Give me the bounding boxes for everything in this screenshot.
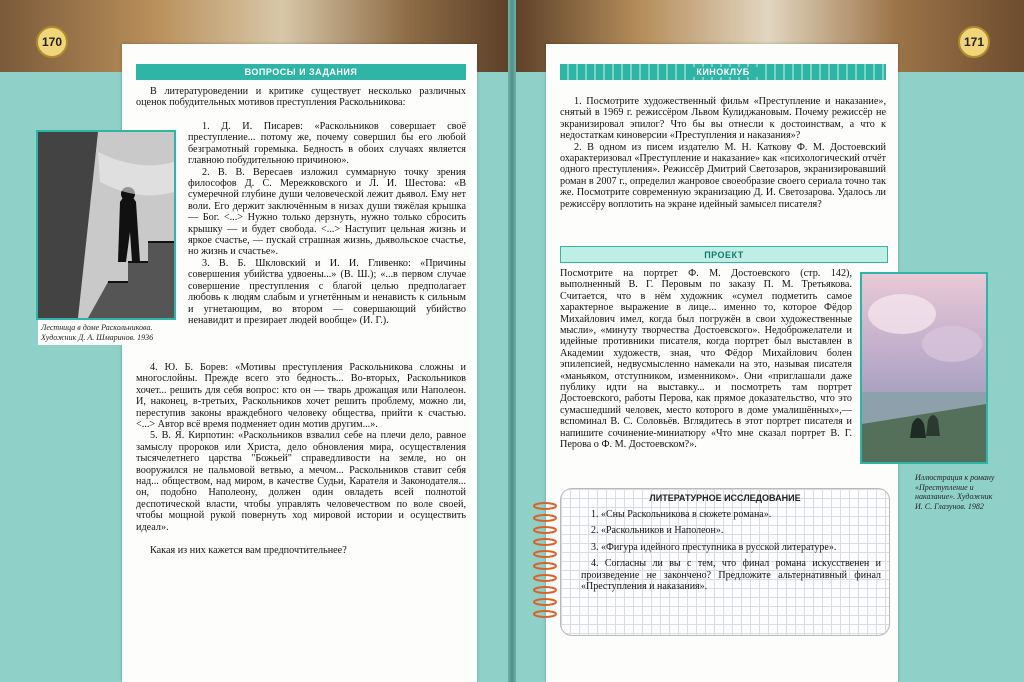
questions-items-upper — [188, 121, 466, 326]
question-item-5: 5. В. Я. Кирпотин: «Раскольников взвалил себе на плечи дело, равное замыслу пророков или Христа, дело обновления мира, осуществления тысячелетнего царства "Божьей" справедливости на земле, но он вооружился не пальмовой ветвью, а мечом... Раскольников ставит себя над... обществом, над миром, в качестве Судьи, Карателя и Законодателя... он, подобно Наполеону, должен один овладеть всей полнотой деспотической власти, чтобы управлять человечеством по воле своей, чтобы мощной рукой повернуть ход мировой истории и осуществить идеал». — [136, 430, 466, 533]
questions-heading: ВОПРОСЫ И ЗАДАНИЯ — [136, 64, 466, 80]
glazunov-caption: Иллюстрация к роману «Преступление и наказание». Художник И. С. Глазунов. 1982 — [915, 473, 995, 511]
kinoclub-item-2: 2. В одном из писем издателю М. Н. Каткову Ф. М. Достоевский охарактеризовал «Преступление и наказание» как «психологический отчёт одного преступления». Режиссёр Дмитрий Светозаров, экранизировавший роман в 2007 г., определил жанровое своеобразие своего сериала точно так же. Посмотрите современную экранизацию Д. И. Светозарова. Удалось ли режиссёру воплотить на экране идейный замысел писателя? — [560, 141, 886, 210]
research-item-3: 3. «Фигура идейного преступника в русской литературе». — [591, 541, 837, 553]
glazunov-illustration — [860, 272, 988, 464]
project-heading: ПРОЕКТ — [560, 246, 888, 263]
glazunov-painting — [862, 274, 986, 462]
questions-intro: В литературоведении и критике существует несколько различных оценок побудительных мотивов преступления Раскольникова: — [136, 86, 466, 109]
question-item-2: 2. В. В. Вересаев изложил суммарную точку зрения философов Д. С. Мережковского и Л. И. Шестова: «В сумеречной глубине души человеческой лежит дьявол. Ему нет воли. Его держит заключённым в низах души тяжёлая крышка — Бог. <...> Нужно только дерзнуть, нужно только сбросить крышку — и будет свобода. <...> Наступит цельная жизнь и яркое счастье, — пускай страшная жизнь, дьявольское счастье, но жизнь и счастье». — [188, 166, 466, 258]
book-gutter — [508, 0, 516, 682]
research-item-2: 2. «Раскольников и Наполеон». — [591, 525, 724, 537]
research-list — [581, 509, 881, 597]
staircase-illustration — [36, 130, 176, 320]
staircase-caption: Лестница в доме Раскольникова. Художник Д. А. Шмаринов. 1936 — [38, 320, 172, 345]
left-page-number: 170 — [36, 26, 68, 58]
research-item-1: 1. «Сны Раскольникова в сюжете романа». — [591, 509, 772, 520]
research-heading: ЛИТЕРАТУРНОЕ ИССЛЕДОВАНИЕ — [649, 493, 801, 503]
questions-intro-block — [136, 86, 466, 109]
research-item-4: 4. Согласны ли вы с тем, что финал романа искусственен и произведение не закончено? Предложите альтернативный финал «Преступления и наказания». — [581, 558, 881, 593]
right-page-number: 171 — [958, 26, 990, 58]
kinoclub-item-1: 1. Посмотрите художественный фильм «Преступление и наказание», снятый в 1969 г. режиссёром Львом Кулиджановым. Почему режиссёр не экранизировал эпилог? Что бы вы отнесли к достоинствам, а что к недостаткам киноверсии «Преступления и наказания»? — [560, 96, 886, 142]
kinoclub-block — [560, 96, 886, 210]
research-notebook — [560, 488, 890, 636]
staircase-drawing — [38, 132, 174, 318]
notebook-spiral — [532, 500, 558, 625]
kinoclub-heading-text: КИНОКЛУБ — [688, 67, 757, 77]
project-text: Посмотрите на портрет Ф. М. Достоевского (стр. 142), выполненный В. Г. Перовым по заказу П. М. Третьякова. Считается, что в нём художник «сумел подметить самое характерное выражение в лице... именно то, которое Фёдор Михайлович имел, когда был погружён в свои художественные мысли», «минуту творчества Достоевского». Недоброжелатели и идейные противники писателя, когда портрет был выставлен в Академии художеств, зная, что Фёдор Михайлович болен эпилепсией, недвусмысленно намекали на это, называя писателя «маньяком, отступником, изменником». Они «приглашали даже публику идти на выставку... и посмотреть там портрет Достоевского, работы Перова, как прямое доказательство, что это сумасшедший человек, место которого в доме умалишённых»,— вспоминал В. С. Соловьёв. Вглядитесь в этот портрет писателя и напишите сочинение-миниатюру «Что мне сказал портрет В. Г. Перова о Ф. М. Достоевском?». — [560, 268, 852, 451]
questions-closing: Какая из них кажется вам предпочтительнее? — [150, 545, 347, 557]
questions-items-lower — [136, 362, 466, 557]
question-item-1: 1. Д. И. Писарев: «Раскольников совершает своё преступление... потому же, почему совершил бы его любой безграмотный горемыка. Бедность в обоих случаях является главною побудительною причиною». — [188, 121, 466, 167]
question-item-4: 4. Ю. Б. Борев: «Мотивы преступления Раскольникова сложны и многослойны. Прежде всего это бедность... Во-вторых, Раскольников хочет... решить для себя вопрос: кто он — тварь дрожащая или Наполеон. И, наконец, в-третьих, Раскольников хочет решить проблему, можно ли, переступив законы враждебного человеку общества, прийти к счастью. <...> Автор всё время подменяет один мотив другим...». — [136, 362, 466, 431]
question-item-3: 3. В. Б. Шкловский и И. И. Гливенко: «Причины совершения убийства удвоены...» (В. Ш.); «...в первом случае совершение преступления с благой целью предполагает любовь к людям слабым и угнетённым и ненависть к сильным и угнетающим, во втором — совершающий убийство ненавидит и презирает людей вообще» (И. Г.). — [188, 257, 466, 326]
kinoclub-heading — [560, 64, 886, 80]
